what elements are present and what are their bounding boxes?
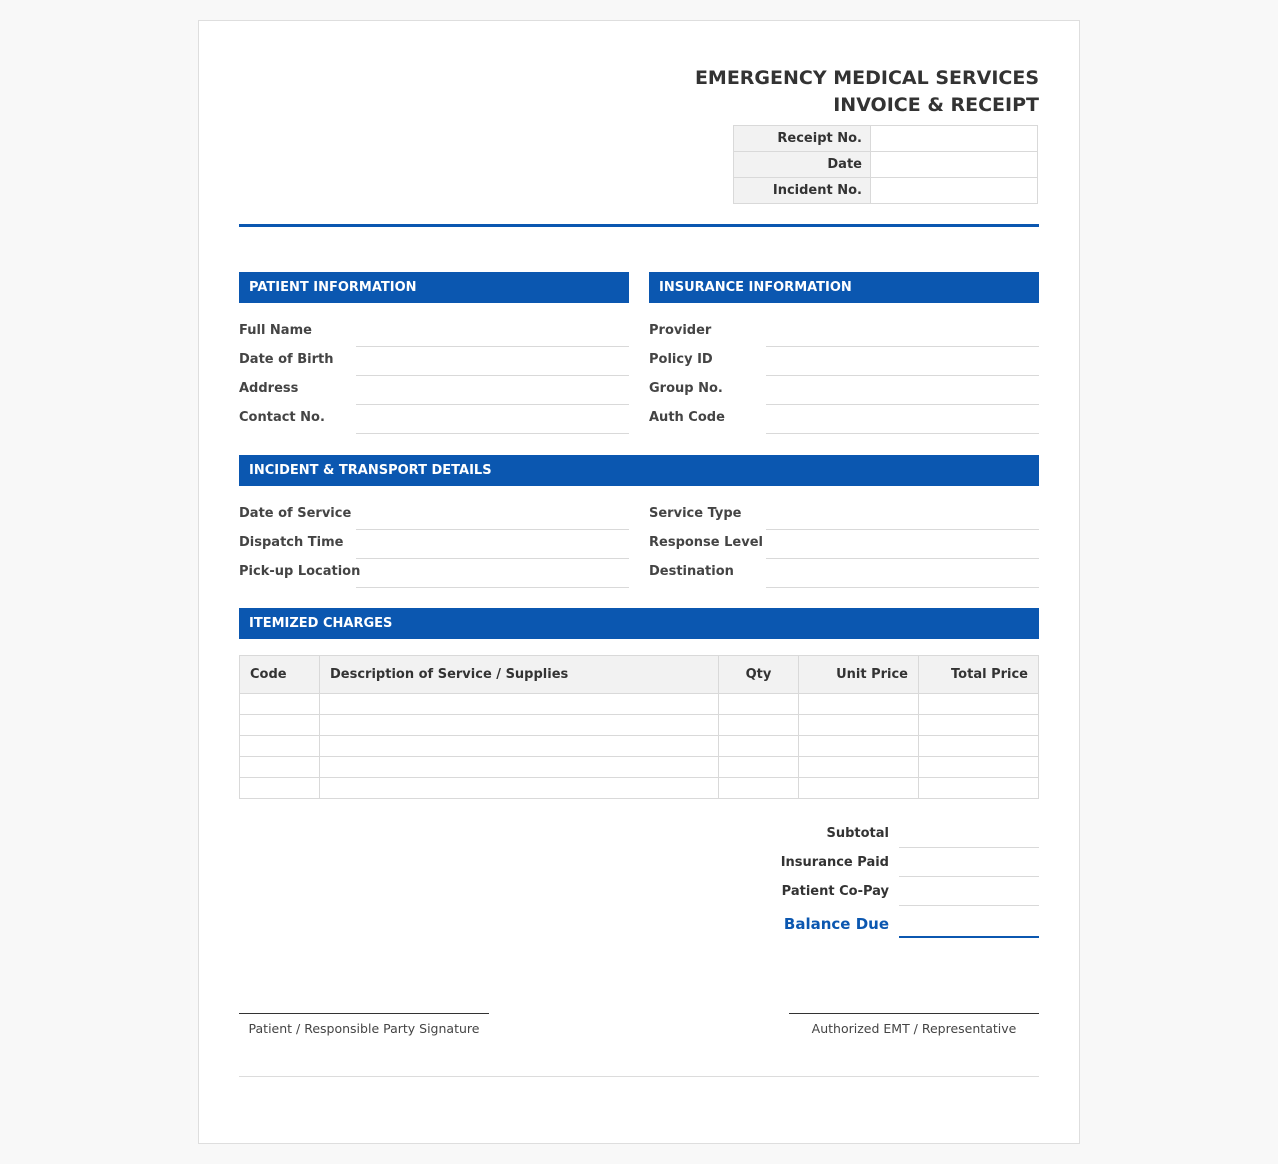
meta-row-incident-no [734, 178, 1038, 204]
meta-row-date [734, 152, 1038, 178]
response-level-input[interactable] [766, 530, 1039, 559]
field-destination [649, 559, 1039, 588]
cell-total-price[interactable] [919, 736, 1039, 757]
charges-header-row [240, 656, 1039, 694]
copay-field[interactable] [899, 877, 1039, 906]
address-label: Address [239, 381, 299, 396]
incident-no-label: Incident No. [734, 178, 871, 204]
itemized-charges-heading: ITEMIZED CHARGES [239, 608, 1039, 639]
emt-signature-line[interactable] [789, 1013, 1039, 1036]
cell-description[interactable] [320, 778, 719, 799]
receipt-meta-table [733, 125, 1038, 204]
cell-total-price[interactable] [919, 757, 1039, 778]
balance-due-field[interactable] [899, 906, 1039, 938]
full-name-label: Full Name [239, 323, 312, 338]
header-divider [239, 224, 1039, 227]
date-label: Date [734, 152, 871, 178]
subtotal-label: Subtotal [826, 826, 889, 841]
contact-no-input[interactable] [356, 405, 629, 434]
cell-qty[interactable] [719, 757, 799, 778]
date-of-service-input[interactable] [356, 501, 629, 530]
provider-label: Provider [649, 323, 712, 338]
incident-right-fields [649, 501, 1039, 588]
column-header-total-price: Total Price [919, 656, 1039, 694]
auth-code-label: Auth Code [649, 410, 725, 425]
cell-code[interactable] [240, 778, 320, 799]
pickup-location-label: Pick-up Location [239, 564, 361, 579]
dispatch-time-label: Dispatch Time [239, 535, 344, 550]
cell-total-price[interactable] [919, 715, 1039, 736]
field-policy-id [649, 347, 1039, 376]
cell-total-price[interactable] [919, 694, 1039, 715]
cell-qty[interactable] [719, 715, 799, 736]
date-of-service-label: Date of Service [239, 506, 352, 521]
title-line-1: EMERGENCY MEDICAL SERVICES [694, 67, 1039, 89]
full-name-input[interactable] [356, 318, 629, 347]
table-row [240, 715, 1039, 736]
cell-unit-price[interactable] [799, 757, 919, 778]
footer-divider [239, 1076, 1039, 1077]
table-row [240, 757, 1039, 778]
field-auth-code [649, 405, 1039, 434]
field-date-of-service [239, 501, 629, 530]
totals-section [709, 819, 1039, 938]
insurance-paid-label: Insurance Paid [780, 855, 889, 870]
cell-qty[interactable] [719, 778, 799, 799]
cell-code[interactable] [240, 736, 320, 757]
emt-signature-label: Authorized EMT / Representative [811, 1021, 1017, 1036]
receipt-no-field[interactable] [871, 126, 1038, 152]
field-contact-no [239, 405, 629, 434]
cell-unit-price[interactable] [799, 715, 919, 736]
receipt-no-label: Receipt No. [734, 126, 871, 152]
address-input[interactable] [356, 376, 629, 405]
response-level-label: Response Level [649, 535, 763, 550]
destination-input[interactable] [766, 559, 1039, 588]
subtotal-field[interactable] [899, 819, 1039, 848]
insurance-info-heading: INSURANCE INFORMATION [649, 272, 1039, 303]
field-address [239, 376, 629, 405]
field-pickup-location [239, 559, 629, 588]
copay-row [709, 877, 1039, 906]
cell-description[interactable] [320, 736, 719, 757]
table-row [240, 736, 1039, 757]
service-type-input[interactable] [766, 501, 1039, 530]
dispatch-time-input[interactable] [356, 530, 629, 559]
field-dispatch-time [239, 530, 629, 559]
contact-no-label: Contact No. [239, 410, 325, 425]
meta-row-receipt-no [734, 126, 1038, 152]
incident-no-field[interactable] [871, 178, 1038, 204]
date-of-birth-input[interactable] [356, 347, 629, 376]
policy-id-input[interactable] [766, 347, 1039, 376]
subtotal-row [709, 819, 1039, 848]
field-group-no [649, 376, 1039, 405]
date-field[interactable] [871, 152, 1038, 178]
auth-code-input[interactable] [766, 405, 1039, 434]
balance-due-label: Balance Due [783, 915, 889, 933]
cell-code[interactable] [240, 757, 320, 778]
insurance-info-fields [649, 318, 1039, 434]
service-type-label: Service Type [649, 506, 742, 521]
pickup-location-input[interactable] [356, 559, 629, 588]
field-service-type [649, 501, 1039, 530]
insurance-paid-field[interactable] [899, 848, 1039, 877]
destination-label: Destination [649, 564, 734, 579]
field-provider [649, 318, 1039, 347]
cell-code[interactable] [240, 715, 320, 736]
cell-description[interactable] [320, 694, 719, 715]
field-response-level [649, 530, 1039, 559]
table-row [240, 778, 1039, 799]
column-header-qty: Qty [719, 656, 799, 694]
cell-qty[interactable] [719, 736, 799, 757]
incident-details-heading: INCIDENT & TRANSPORT DETAILS [239, 455, 1039, 486]
patient-info-fields [239, 318, 629, 434]
patient-signature-label: Patient / Responsible Party Signature [248, 1021, 480, 1036]
copay-label: Patient Co-Pay [781, 884, 889, 899]
patient-signature-line[interactable] [239, 1013, 489, 1036]
column-header-code: Code [240, 656, 320, 694]
date-of-birth-label: Date of Birth [239, 352, 334, 367]
column-header-description: Description of Service / Supplies [320, 656, 719, 694]
table-row [240, 694, 1039, 715]
group-no-label: Group No. [649, 381, 723, 396]
cell-description[interactable] [320, 715, 719, 736]
policy-id-label: Policy ID [649, 352, 713, 367]
insurance-paid-row [709, 848, 1039, 877]
title-line-2: INVOICE & RECEIPT [833, 94, 1039, 116]
cell-qty[interactable] [719, 694, 799, 715]
cell-total-price[interactable] [919, 778, 1039, 799]
balance-due-row [709, 906, 1039, 938]
invoice-page [198, 20, 1080, 1144]
cell-unit-price[interactable] [799, 736, 919, 757]
field-full-name [239, 318, 629, 347]
charges-table [239, 655, 1039, 799]
cell-unit-price[interactable] [799, 778, 919, 799]
cell-description[interactable] [320, 757, 719, 778]
column-header-unit-price: Unit Price [799, 656, 919, 694]
provider-input[interactable] [766, 318, 1039, 347]
cell-code[interactable] [240, 694, 320, 715]
group-no-input[interactable] [766, 376, 1039, 405]
cell-unit-price[interactable] [799, 694, 919, 715]
field-date-of-birth [239, 347, 629, 376]
patient-info-heading: PATIENT INFORMATION [239, 272, 629, 303]
document-title [695, 65, 1039, 119]
incident-left-fields [239, 501, 629, 588]
